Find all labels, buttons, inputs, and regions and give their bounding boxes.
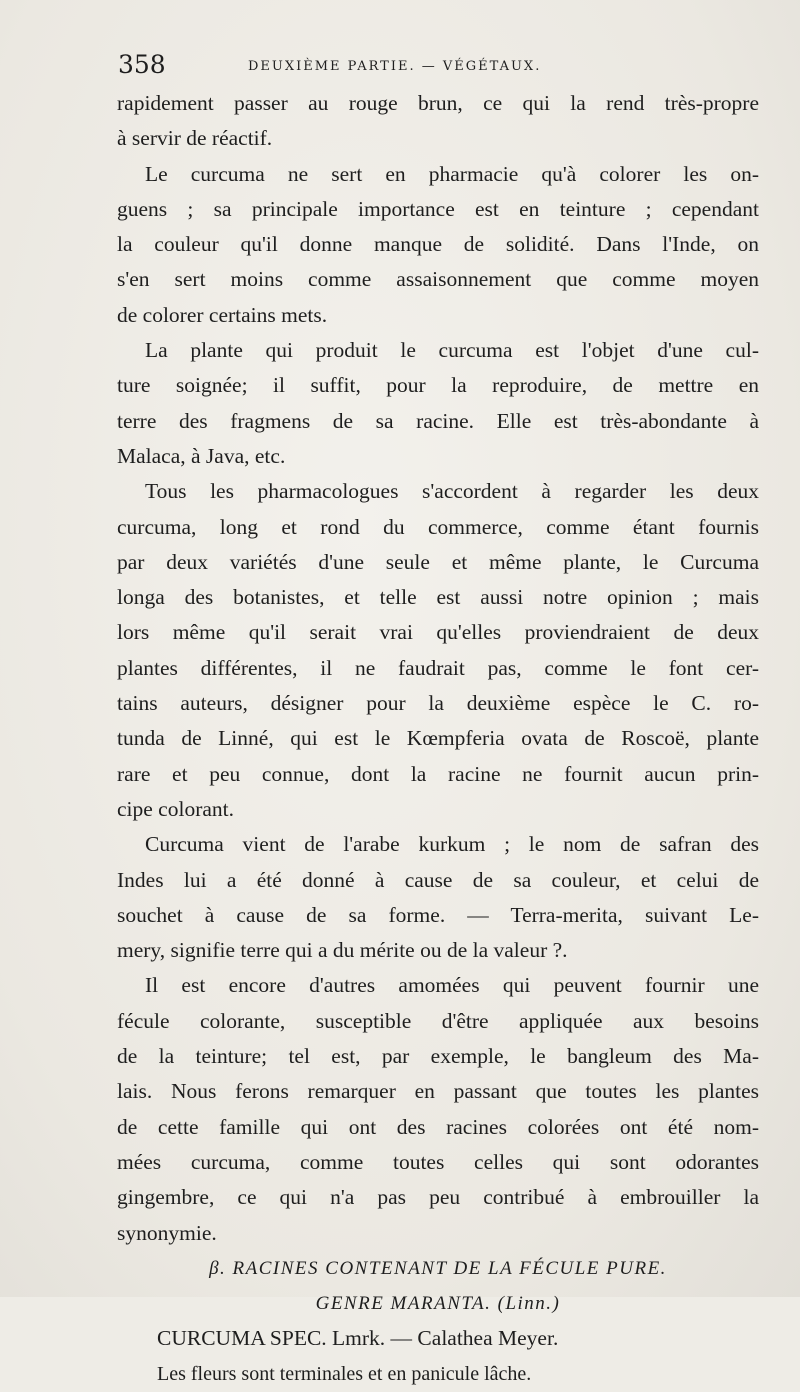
text-line: lais. Nous ferons remarquer en passant que toutes les plantes: [117, 1079, 759, 1104]
text-line: la couleur qu'il donne manque de solidité. Dans l'Inde, on: [117, 232, 759, 257]
text-line: de la teinture; tel est, par exemple, le bangleum des Ma-: [117, 1044, 759, 1069]
running-title: DEUXIÈME PARTIE. — VÉGÉTAUX.: [248, 59, 542, 74]
text-line: Malaca, à Java, etc.: [117, 443, 286, 468]
section-heading: β. RACINES CONTENANT DE LA FÉCULE PURE.: [209, 1257, 667, 1279]
species-line: CURCUMA SPEC. Lmrk. — Calathea Meyer.: [157, 1326, 559, 1351]
text-line: fécule colorante, susceptible d'être appliquée aux besoins: [117, 1008, 759, 1033]
text-line: rare et peu connue, dont la racine ne fournit aucun prin-: [117, 761, 759, 786]
text-line: plantes différentes, il ne faudrait pas, comme le font cer-: [117, 655, 759, 680]
text-line: tains auteurs, désigner pour la deuxième espèce le C. ro-: [117, 691, 759, 716]
text-line: ture soignée; il suffit, pour la reproduire, de mettre en: [117, 373, 759, 398]
text-line: guens ; sa principale importance est en teinture ; cependant: [117, 196, 759, 221]
text-line: souchet à cause de sa forme. — Terra-merita, suivant Le-: [117, 902, 759, 927]
text-line: tunda de Linné, qui est le Kœmpferia ovata de Roscoë, plante: [117, 726, 759, 751]
text-line: curcuma, long et rond du commerce, comme étant fournis: [117, 514, 759, 539]
text-line: à servir de réactif.: [117, 126, 273, 151]
text-line: La plante qui produit le curcuma est l'objet d'une cul-: [145, 338, 759, 363]
text-line: Le curcuma ne sert en pharmacie qu'à colorer les on-: [145, 161, 759, 186]
text-line: terre des fragmens de sa racine. Elle est très-abondante à: [117, 408, 759, 433]
text-line: mées curcuma, comme toutes celles qui sont odorantes: [117, 1149, 759, 1174]
genus-heading: GENRE MARANTA. (Linn.): [315, 1293, 561, 1315]
text-line: Tous les pharmacologues s'accordent à regarder les deux: [145, 479, 759, 504]
text-line: par deux variétés d'une seule et même plante, le Curcuma: [117, 549, 759, 574]
text-line: gingembre, ce qui n'a pas peu contribué à embrouiller la: [117, 1185, 759, 1210]
text-line: s'en sert moins comme assaisonnement que comme moyen: [117, 267, 759, 292]
text-line: cipe colorant.: [117, 796, 235, 821]
text-line: mery, signifie terre qui a du mérite ou de la valeur ?.: [117, 938, 568, 963]
text-line: lors même qu'il serait vrai qu'elles proviendraient de deux: [117, 620, 759, 645]
text-line: Indes lui a été donné à cause de sa couleur, et celui de: [117, 867, 759, 892]
text-line: de colorer certains mets.: [117, 302, 328, 327]
text-line: de cette famille qui ont des racines colorées ont été nom-: [117, 1114, 759, 1139]
page-number: 358: [118, 50, 166, 79]
text-line: synonymie.: [117, 1220, 217, 1245]
text-line: longa des botanistes, et telle est aussi notre opinion ; mais: [117, 585, 759, 610]
text-line: Il est encore d'autres amomées qui peuvent fournir une: [145, 973, 759, 998]
final-line: Les fleurs sont terminales et en panicule lâche.: [157, 1362, 532, 1385]
text-line: rapidement passer au rouge brun, ce qui la rend très-propre: [117, 91, 759, 115]
body-text: [117, 86, 759, 1392]
running-head: [118, 50, 758, 80]
text-line: Curcuma vient de l'arabe kurkum ; le nom de safran des: [145, 832, 759, 857]
